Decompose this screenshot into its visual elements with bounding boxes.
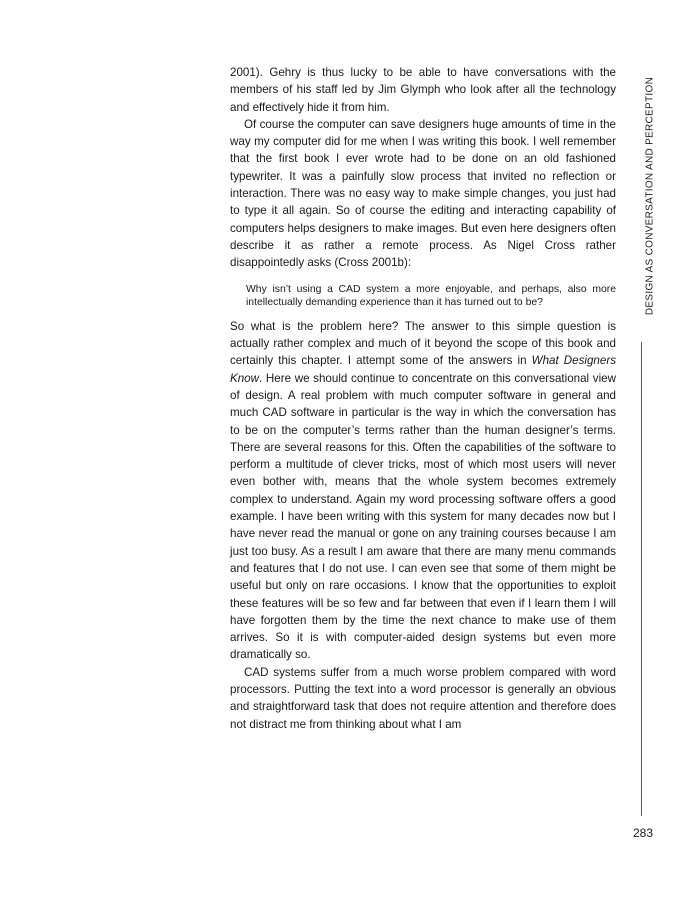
paragraph-3-text-end: . Here we should continue to concentrate on this conversational view of design. A real problem with much computer software in general and much CAD software in particular is the way in which the conversation has to be on the computer’s terms rather than the human designer’s terms. There are several reasons for this. Often the capabilities of the software to perform a multitude of clever tricks, most of which most users will never even bother with, means that the whole system becomes extremely complex to understand. Again my word processing software offers a good example. I have been writing with this system for many decades now but I have never read the manual or gone on any training courses because I am just too busy. As a result I am aware that there are many menu commands and features that I do not use. I can even see that some of them might be useful but only on rare occasions. I know that the opportunities to exploit these features will be so few and far between that even if I learn them I will have forgotten them by the time the next chance to make use of them arrives. So it is with computer-aided design systems but even more dramatically so.	[230, 371, 616, 662]
paragraph-3-text-start: So what is the problem here? The answer to this simple question is actually rather complex and much of it beyond the scope of this book and certainly this chapter. I attempt some of the answers in	[230, 319, 616, 368]
vertical-rule	[641, 342, 642, 816]
running-head: DESIGN AS CONVERSATION AND PERCEPTION	[644, 76, 656, 316]
paragraph-2: Of course the computer can save designers huge amounts of time in the way my computer did for me when I was writing this book. I well remember that the first book I ever wrote had to be done on an old fashioned typewriter. It was a painfully slow process that invited no reflection or interaction. There was no easy way to make simple changes, you just had to type it all again. So of course the editing and interacting capability of computers helps designers to make images. But even here designers often describe it as rather a remote process. As Nigel Cross rather disappointedly asks (Cross 2001b):	[230, 117, 616, 270]
book-title-italic: What Designers Know	[230, 354, 616, 385]
page-number: 283	[632, 826, 654, 840]
body-text	[230, 64, 616, 733]
paragraph-3	[230, 318, 616, 664]
block-quote: Why isn’t using a CAD system a more enjoyable, and perhaps, also more intellectually demanding experience than it has turned out to be?	[246, 283, 616, 309]
paragraph-1: 2001). Gehry is thus lucky to be able to have conversations with the members of his staff led by Jim Glymph who look after all the technology and effectively hide it from him.	[230, 66, 616, 114]
paragraph-4: CAD systems suffer from a much worse problem compared with word processors. Putting the text into a word processor is generally an obvious and straightforward task that does not require attention and therefore does not distract me from thinking about what I am	[230, 665, 616, 731]
